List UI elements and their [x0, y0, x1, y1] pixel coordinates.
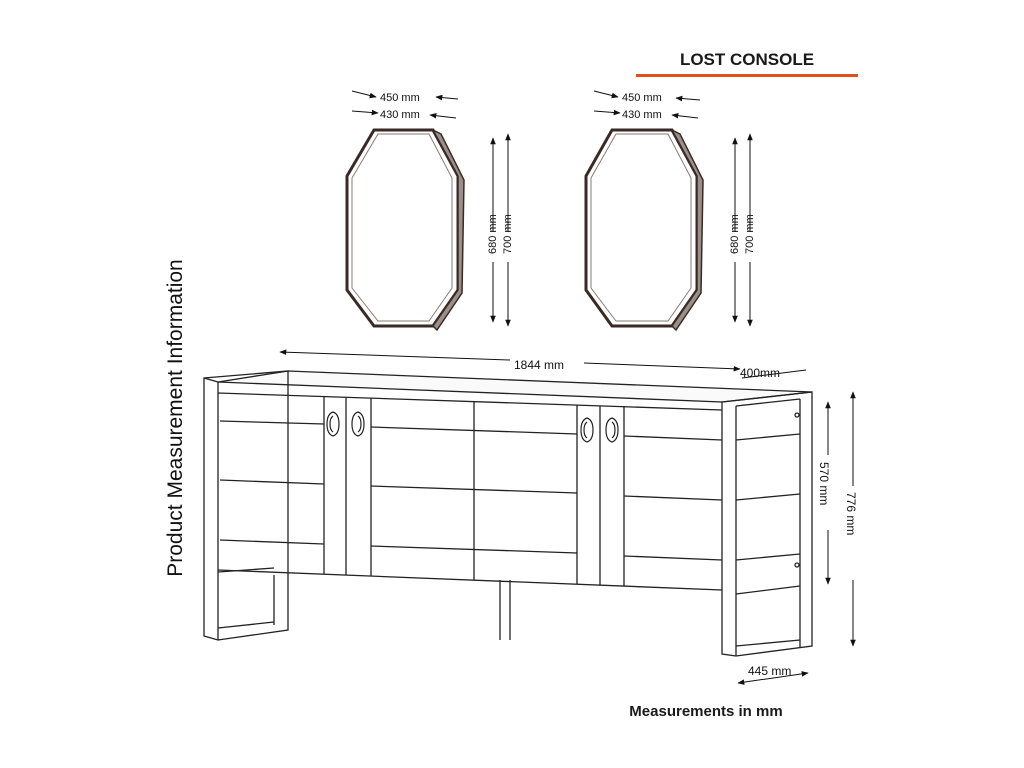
mirror-left-inner-height: 680 mm	[487, 214, 499, 254]
handle-icon	[352, 412, 364, 436]
mirror-right-outer-width: 450 mm	[622, 92, 662, 104]
mirror-left-dims	[352, 91, 514, 326]
handle-icon	[581, 418, 593, 442]
console-length-label: 1844 mm	[514, 358, 565, 372]
mirror-right	[586, 130, 703, 330]
mirror-right-inner-height: 680 mm	[729, 214, 741, 254]
console-body-height-label: 570 mm	[817, 462, 831, 506]
units-note: Measurements in mm	[629, 703, 783, 720]
handle-icon	[327, 412, 339, 436]
console-cabinet	[204, 371, 812, 656]
mirror-left-outer-height: 700 mm	[502, 214, 514, 254]
handle-icon	[606, 418, 618, 442]
mirror-right-dims	[594, 91, 756, 326]
console-leg-depth-label: 445 mm	[748, 664, 792, 678]
mirror-left-inner-width: 430 mm	[380, 109, 420, 121]
mirror-left	[347, 130, 464, 330]
console-total-height-label: 776 mm	[844, 492, 858, 536]
console-depth-label: 400mm	[740, 366, 781, 380]
mirror-left-outer-width: 450 mm	[380, 92, 420, 104]
mirror-right-outer-height: 700 mm	[744, 214, 756, 254]
product-title: LOST CONSOLE	[679, 50, 815, 69]
side-heading: Product Measurement Information	[164, 259, 187, 577]
mirror-right-inner-width: 430 mm	[622, 109, 662, 121]
